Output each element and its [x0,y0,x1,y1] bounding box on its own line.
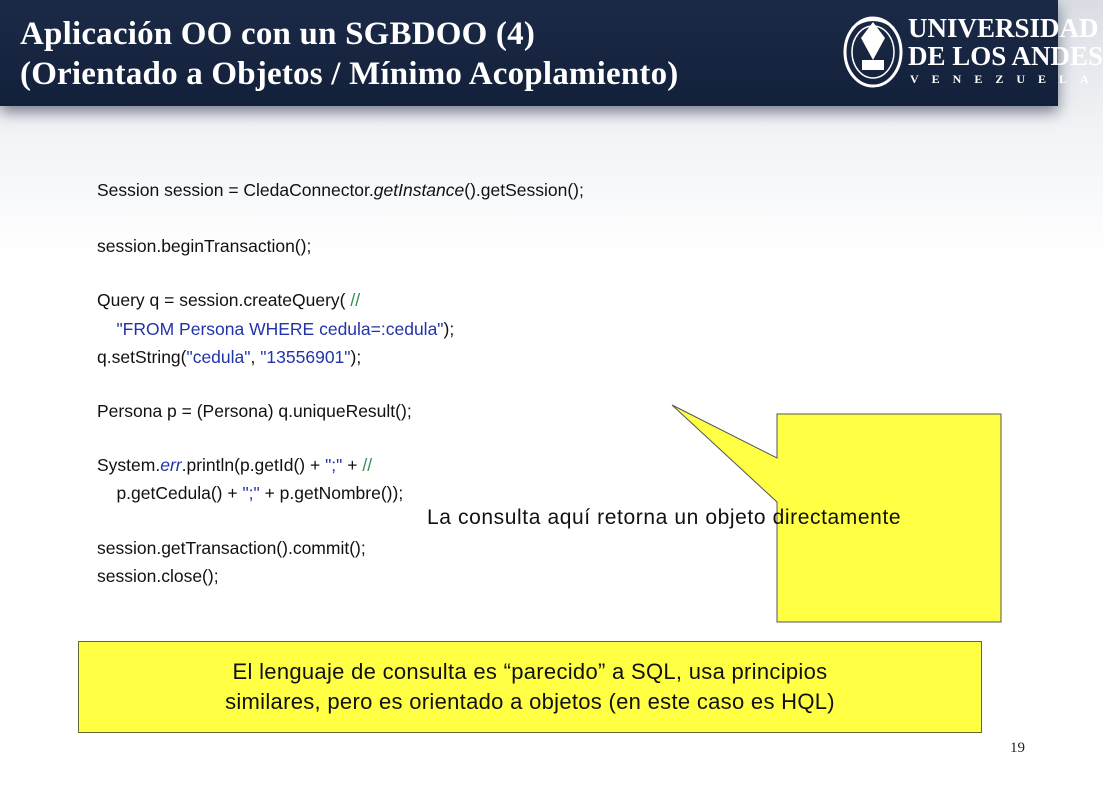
title-line-1: Aplicación OO con un SGBDOO (4) [20,16,536,52]
logo-name-line-2: DE LOS ANDES [908,41,1103,71]
callout-text: La consulta aquí retorna un objeto directamente [427,506,902,529]
code-line-3: Query q = session.createQuery( // [97,290,361,310]
code-line-5: q.setString("cedula", "13556901"); [97,347,362,367]
code-line-6: Persona p = (Persona) q.uniqueResult(); [97,401,412,421]
code-line-2: session.beginTransaction(); [97,236,312,256]
code-line-1: Session session = CledaConnector.getInstance().getSession(); [97,180,584,200]
note-line-1: El lenguaje de consulta es “parecido” a SQL, usa principios [232,659,828,684]
code-line-8: p.getCedula() + ";" + p.getNombre()); [97,483,404,503]
logo-name-line-1: UNIVERSIDAD [908,13,1099,43]
code-line-7: System.err.println(p.getId() + ";" + // [97,455,373,475]
code-line-9: session.getTransaction().commit(); [97,538,366,558]
note-box [78,641,982,733]
note-line-2: similares, pero es orientado a objetos (en este caso es HQL) [225,689,835,714]
code-line-4: "FROM Persona WHERE cedula=:cedula"); [116,319,455,339]
code-line-10: session.close(); [97,566,219,586]
page-number: 19 [1010,740,1025,756]
logo-name-line-3: VENEZUELA [910,72,1102,86]
title-line-2: (Orientado a Objetos / Mínimo Acoplamiento) [20,56,679,92]
